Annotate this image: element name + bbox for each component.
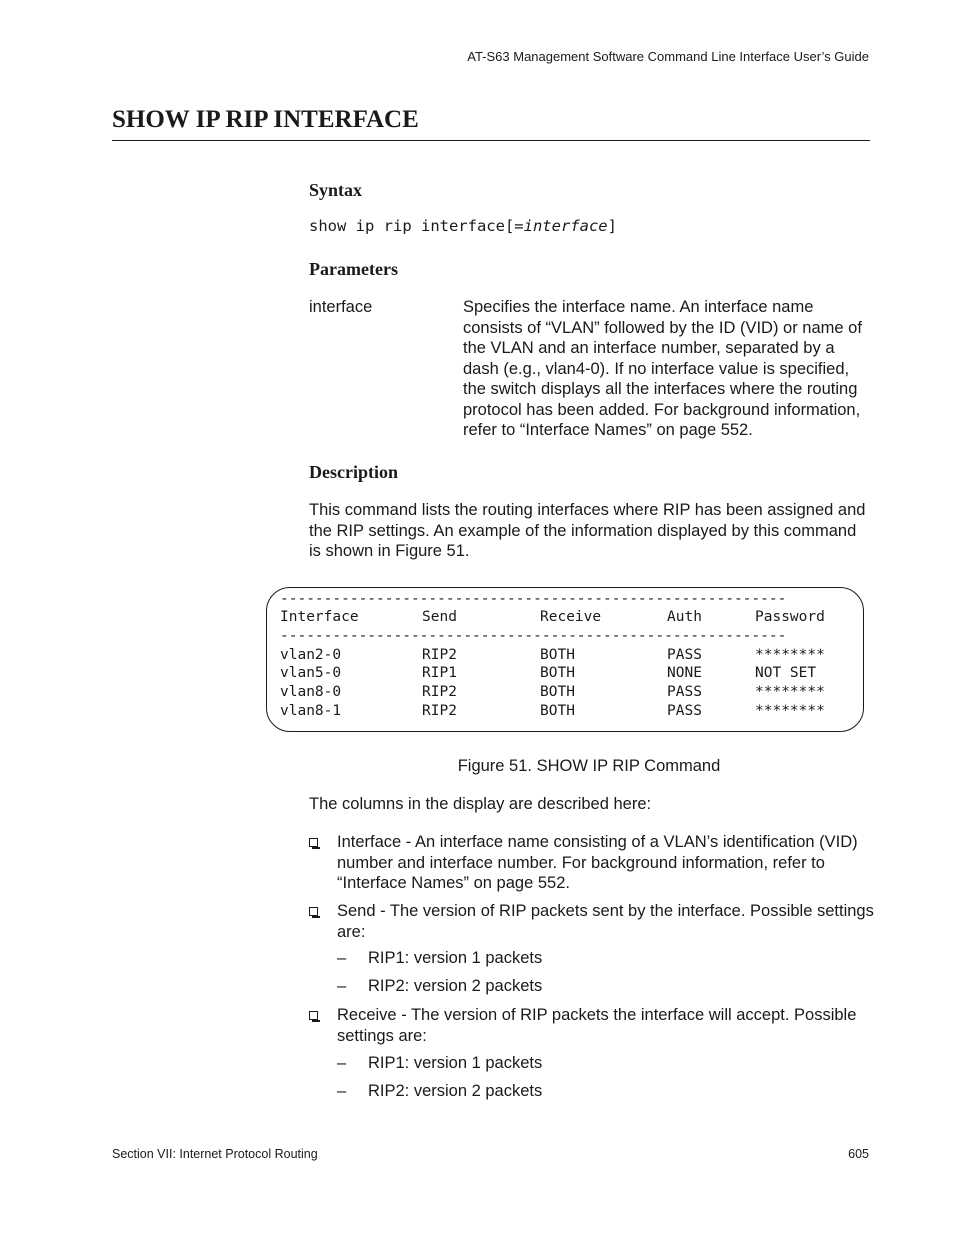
cell-interface: vlan8-0 [280,684,342,700]
cell-send: RIP1 [422,665,457,681]
cell-receive: BOTH [540,647,575,663]
description-heading: Description [309,462,398,482]
sub-item: RIP1: version 1 packets [368,1054,543,1072]
dash-icon: – [337,1082,347,1100]
column-header-receive: Receive [540,609,602,625]
parameter-description: Specifies the interface name. An interface name consists of “VLAN” followed by the ID (VID) or name of the VLAN and an interface number, separated by a dash (e.g., vlan4-0). If no interface value is specified, the switch displays all the interfaces where the routing protocol has been added. For background information, refer to “Interface Names” on page 552. [463,298,862,439]
running-header: AT-S63 Management Software Command Line Interface User’s Guide [467,49,869,64]
cell-auth: NONE [667,665,702,681]
dash-icon: – [337,949,347,967]
checkbox-bullet-icon [309,1011,318,1020]
footer-section: Section VII: Internet Protocol Routing [112,1147,318,1161]
figure-separator-top: ---------------------------------------------------------- [280,591,787,607]
page-number: 605 [848,1147,869,1161]
cell-interface: vlan8-1 [280,703,342,719]
sub-item: RIP1: version 1 packets [368,949,543,967]
sub-item: RIP2: version 2 packets [368,977,543,995]
bullet-receive: Receive - The version of RIP packets the interface will accept. Possible settings are: [337,1006,857,1045]
cell-receive: BOTH [540,703,575,719]
bullet-send: Send - The version of RIP packets sent by the interface. Possible settings are: [337,902,874,941]
cell-send: RIP2 [422,684,457,700]
cell-password: NOT SET [755,665,817,681]
cell-interface: vlan2-0 [280,647,342,663]
cell-send: RIP2 [422,647,457,663]
cell-password: ******** [755,703,825,719]
cell-password: ******** [755,684,825,700]
cell-receive: BOTH [540,665,575,681]
cell-interface: vlan5-0 [280,665,342,681]
bullet-interface: Interface - An interface name consisting of a VLAN’s identification (VID) number and interface number. For background information, refer to “Interface Names” on page 552. [337,833,858,892]
checkbox-bullet-icon [309,907,318,916]
columns-intro: The columns in the display are described here: [309,795,652,813]
syntax-suffix: ] [607,217,617,235]
parameter-name: interface [309,298,373,316]
syntax-heading: Syntax [309,180,363,200]
cell-auth: PASS [667,647,702,663]
cell-auth: PASS [667,684,702,700]
figure-separator-bottom: ---------------------------------------------------------- [280,628,787,644]
column-header-send: Send [422,609,457,625]
figure-caption: Figure 51. SHOW IP RIP Command [457,757,721,775]
dash-icon: – [337,977,347,995]
syntax-param: interface [523,217,608,235]
column-header-auth: Auth [667,609,702,625]
dash-icon: – [337,1054,347,1072]
parameters-heading: Parameters [309,259,398,279]
cell-auth: PASS [667,703,702,719]
cell-password: ******** [755,647,825,663]
page-title: SHOW IP RIP INTERFACE [112,106,419,133]
column-header-password: Password [755,609,825,625]
checkbox-bullet-icon [309,838,318,847]
cell-receive: BOTH [540,684,575,700]
sub-item: RIP2: version 2 packets [368,1082,543,1100]
title-rule [112,140,870,141]
description-text: This command lists the routing interfaces where RIP has been assigned and the RIP settings. An example of the information displayed by this command is shown in Figure 51. [309,501,866,560]
syntax-prefix: show ip rip interface[= [309,217,524,235]
syntax-command [309,217,617,235]
cell-send: RIP2 [422,703,457,719]
column-header-interface: Interface [280,609,359,625]
